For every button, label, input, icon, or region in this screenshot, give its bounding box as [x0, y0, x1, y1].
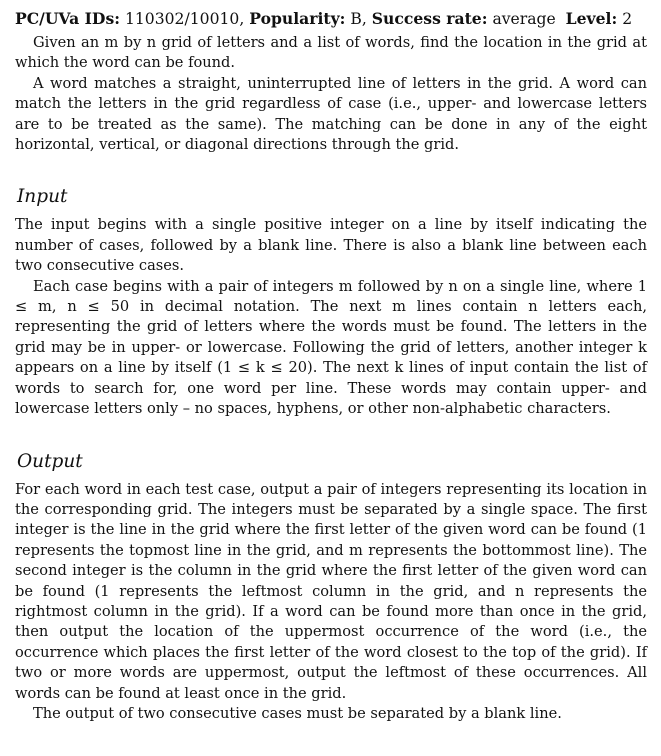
success-rate-value: average [492, 10, 556, 28]
level-value: 2 [622, 10, 633, 28]
input-paragraph-1: The input begins with a single positive integer on a line by itself indicating the number of cases, followed by a blank line. There is also a blank line between each two consecutive cases. [15, 216, 647, 275]
statement-paragraph-1: Given an m by n grid of letters and a list of words, find the location in the grid at which the word can be found. [15, 34, 647, 72]
statement-paragraph-2: A word matches a straight, uninterrupted line of letters in the grid. A word can match the letters in the grid regardless of case (i.e., upper- and lowercase letters are to be treated as the same). The matching can be done in any of the eight horizontal, vertical, or diagonal directions through the grid. [15, 74, 647, 154]
level-label: Level: [565, 9, 618, 28]
ids-label: PC/UVa IDs: [15, 9, 120, 28]
popularity-label: Popularity: [249, 9, 346, 28]
success-rate-label: Success rate: [371, 9, 488, 28]
input-heading: Input [17, 186, 68, 208]
input-paragraph-2: Each case begins with a pair of integers m followed by n on a single line, where 1 ≤ m, n ≤ 50 in decimal notation. The next m lines contain n letters each, representing the grid of letters where the words must be found. The letters in the grid may be in upper- or lowercase. Following the grid of letters, another integer k appears on a line by itself (1 ≤ k ≤ 20). The next k lines of input contain the list of words to search for, one word per line. These words may contain upper- and lowercase letters only – no spaces, hyphens, or other non-alphabetic characters. [15, 277, 647, 418]
ids-value: 110302/10010, [124, 10, 245, 28]
output-heading: Output [17, 450, 83, 472]
output-paragraph-1: For each word in each test case, output a pair of integers representing its location in the corresponding grid. The integers must be separated by a single space. The first integer is the line in the grid where the first letter of the given word can be found (1 represents the topmost line in the grid, and m represents the bottommost line). The second integer is the column in the grid where the first letter of the given word can be found (1 represents the leftmost column in the grid, and n represents the rightmost column in the grid). If a word can be found more than once in the grid, then output the location of the uppermost occurrence of the word (i.e., the occurrence which places the first letter of the word closest to the top of the grid). If two or more words are uppermost, output the leftmost of these occurrences. All words can be found at least once in the grid. [15, 480, 647, 702]
problem-meta [15, 8, 647, 30]
popularity-value: B, [350, 10, 367, 28]
output-paragraph-2: The output of two consecutive cases must be separated by a blank line. [33, 704, 562, 722]
